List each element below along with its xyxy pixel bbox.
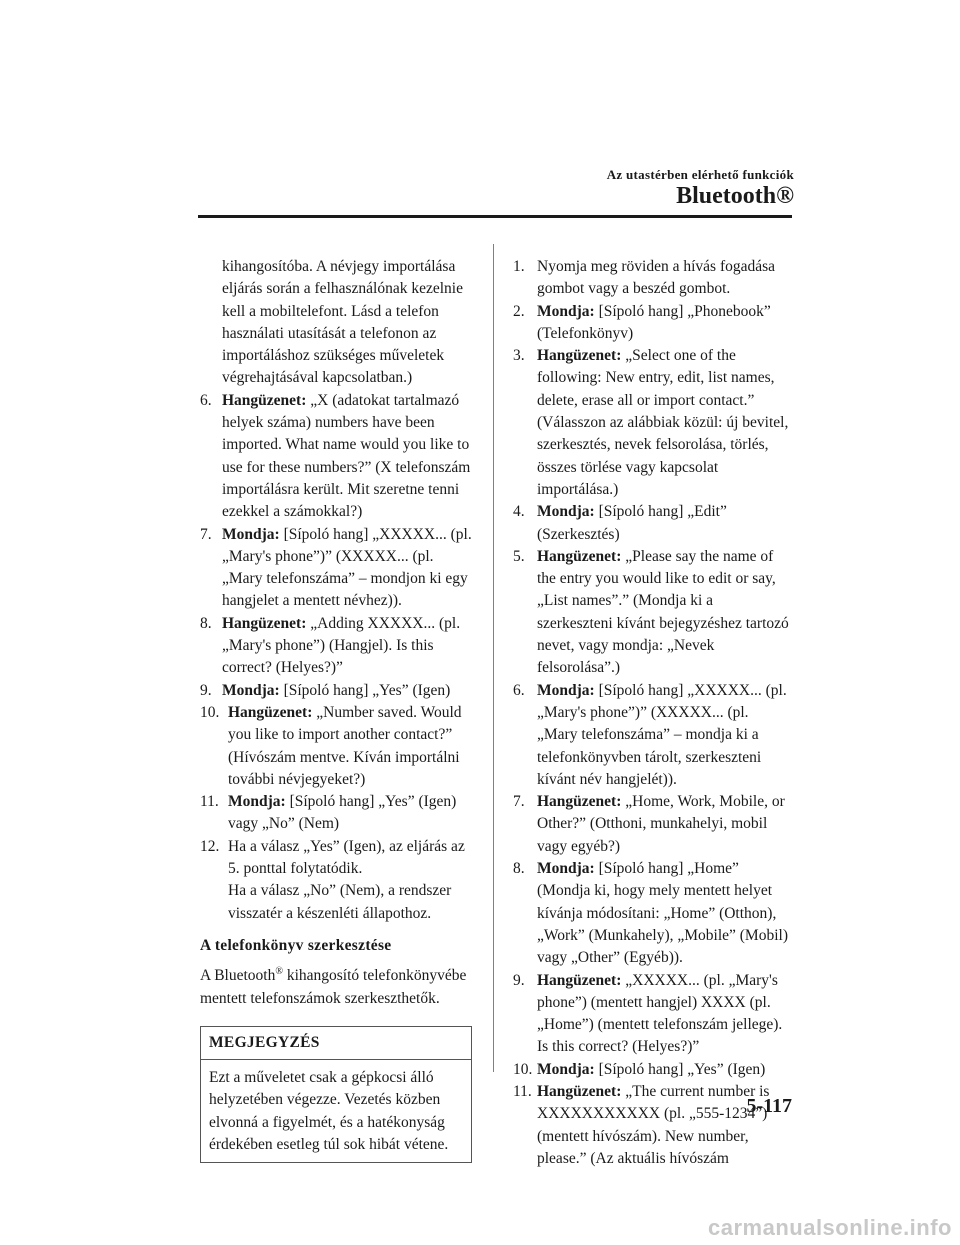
item-text: [Sípoló hang] „Phonebook” (Telefonkönyv) — [537, 302, 771, 342]
item-text: „Select one of the following: New entry, edit, list names, delete, erase all or import contact.” (Válasszon az alábbiak közül: új bevitel, szerkesztés, nevek felsorolása, törlés, összes törlése vagy kapcsolat importálása.) — [537, 347, 789, 498]
item-label: Hangüzenet: — [537, 971, 622, 989]
list-item — [513, 546, 791, 680]
note-box — [200, 1026, 472, 1163]
list-item — [200, 680, 472, 702]
item-text: Ha a válasz „Yes” (Igen), az eljárás az 5. ponttal folytatódik. — [228, 837, 465, 878]
item-text-extra: Ha a válasz „No” (Nem), a rendszer visszatér a készenléti állapothoz. — [228, 882, 452, 922]
item-label: Hangüzenet: — [537, 547, 622, 565]
list-item — [513, 501, 791, 546]
item-number: 9. — [513, 971, 525, 989]
registered-mark: ® — [275, 966, 283, 978]
list-item — [200, 613, 472, 680]
page-number: 5-117 — [746, 1095, 792, 1117]
right-column — [513, 256, 791, 1170]
note-title: MEGJEGYZÉS — [201, 1027, 471, 1060]
item-text: [Sípoló hang] „Yes” (Igen) — [279, 681, 451, 699]
item-number: 7. — [200, 525, 212, 543]
left-column — [200, 256, 472, 1163]
item-text: „Number saved. Would you like to import another contact?” (Hívószám mentve. Kíván importálni további névjegyeket?) — [228, 703, 462, 788]
item-text: [Sípoló hang] „Edit” (Szerkesztés) — [537, 503, 727, 543]
list-item — [513, 345, 791, 501]
list-item — [200, 524, 472, 613]
item-number: 6. — [513, 681, 525, 699]
item-label: Hangüzenet: — [228, 703, 313, 721]
item-number: 1. — [513, 258, 525, 275]
item-label: Mondja: — [537, 860, 595, 878]
item-label: Hangüzenet: — [222, 614, 307, 632]
item-number: 11. — [200, 793, 219, 811]
header-rule — [198, 215, 792, 218]
section-paragraph: A Bluetooth® kihangosító telefonkönyvébe mentett telefonszámok szerkeszthetők. — [200, 966, 467, 1007]
item-number: 5. — [513, 547, 525, 565]
list-item — [513, 301, 791, 346]
item-number: 6. — [200, 391, 212, 409]
item-label: Mondja: — [222, 681, 280, 699]
item-label: Mondja: — [537, 302, 595, 320]
item-number: 2. — [513, 302, 525, 320]
item-label: Mondja: — [537, 503, 595, 521]
item-label: Hangüzenet: — [537, 793, 622, 811]
list-item — [513, 680, 791, 791]
item-label: Mondja: — [537, 681, 595, 699]
item-number: 9. — [200, 681, 212, 699]
item-number: 7. — [513, 793, 525, 811]
item-text: Nyomja meg röviden a hívás fogadása gombot vagy a beszéd gombot. — [537, 258, 776, 298]
section-heading: A telefonkönyv szerkesztése — [200, 936, 392, 954]
list-item — [513, 791, 791, 858]
header-subtitle: Az utastérben elérhető funkciók — [606, 167, 794, 182]
item-number: 12. — [200, 837, 220, 855]
column-divider — [493, 244, 494, 1072]
list-item — [513, 256, 791, 301]
item-number: 3. — [513, 347, 525, 365]
item-text: „Please say the name of the entry you would like to edit or say, „List names”.” (Mondja ki a szerkeszteni kívánt bejegyzéshez tartozó nevet, vagy mondja: „Nevek felsorolása”.) — [537, 547, 789, 677]
item-text: [Sípoló hang] „Home” (Mondja ki, hogy mely mentett helyet kívánja módosítani: „Home” (Otthon), „Work” (Munkahely), „Mobile” (Mobil) vagy „Other” (Egyéb)). — [537, 860, 788, 967]
item-label: Hangüzenet: — [537, 347, 622, 365]
list-item — [200, 702, 472, 791]
item-number: 4. — [513, 503, 525, 521]
item-text: [Sípoló hang] „XXXXX... (pl. „Mary's phone”)” (XXXXX... (pl. „Mary telefonszáma” – mondjon ki egy hangjelet a mentett névhez)). — [222, 525, 472, 610]
item-text: „XXXXX... (pl. „Mary's phone”) (mentett hangjel) XXXX (pl. „Home”) (mentett telefonszám jellege). Is this correct? (Helyes?)” — [537, 971, 783, 1056]
continuation-text: kihangosítóba. A névjegy importálása eljárás során a felhasználónak kezelnie kell a mobiltelefont. Lásd a telefon használati utasítását a telefonon az importáláshoz szükséges műveletek végrehajtásával kapcsolatban.) — [222, 258, 463, 387]
list-item — [513, 858, 791, 969]
list-item — [513, 970, 791, 1059]
item-number: 10. — [513, 1060, 533, 1078]
item-number: 8. — [200, 614, 212, 632]
item-text: „X (adatokat tartalmazó helyek száma) numbers have been imported. What name would you like to use for these numbers?” (X telefonszám importálásra került. Mit szeretne tenni ezekkel a számokkal?) — [222, 391, 471, 521]
item-label: Mondja: — [537, 1060, 595, 1078]
list-item — [200, 836, 472, 925]
item-text: „The current number is XXXXXXXXXXX (pl. „555-1234”) (mentett hívószám). New number, please.” (Az aktuális hívószám — [537, 1082, 770, 1167]
item-label: Hangüzenet: — [222, 391, 307, 409]
item-label: Mondja: — [222, 525, 280, 543]
item-number: 8. — [513, 860, 525, 878]
list-item — [513, 1059, 791, 1081]
list-item — [200, 791, 472, 836]
watermark: carmanualsonline.info — [708, 1215, 952, 1240]
item-text: „Adding XXXXX... (pl. „Mary's phone”) (Hangjel). Is this correct? (Helyes?)” — [222, 614, 461, 677]
list-item — [200, 390, 472, 524]
item-text: „Home, Work, Mobile, or Other?” (Otthoni, munkahelyi, mobil vagy egyéb?) — [537, 793, 785, 855]
item-label: Hangüzenet: — [537, 1082, 622, 1100]
item-text: [Sípoló hang] „Yes” (Igen) — [594, 1060, 766, 1078]
item-number: 10. — [200, 703, 220, 721]
item-label: Mondja: — [228, 793, 286, 811]
item-text: [Sípoló hang] „Yes” (Igen) vagy „No” (Nem) — [228, 793, 457, 833]
item-number: 11. — [513, 1082, 532, 1100]
note-body: Ezt a műveletet csak a gépkocsi álló helyzetében végezze. Vezetés közben elvonná a figyelmét, és a hatékonyság érdekében esetleg túl sok hibát vétene. — [209, 1069, 449, 1153]
item-text: [Sípoló hang] „XXXXX... (pl. „Mary's phone”)” (XXXXX... (pl. „Mary telefonszáma” – mondja ki a telefonkönyvben tárolt, szerkeszteni kívánt név hangjelét)). — [537, 681, 787, 788]
header-title: Bluetooth® — [676, 183, 794, 209]
